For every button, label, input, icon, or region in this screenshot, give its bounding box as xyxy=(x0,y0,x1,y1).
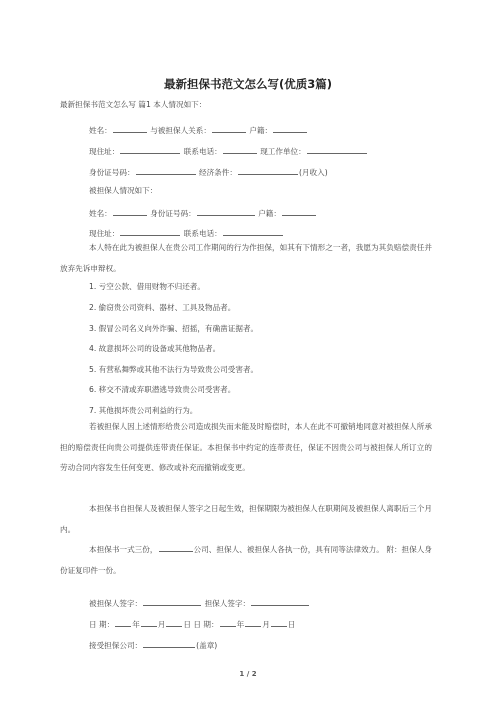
date-label-1: 日 期： xyxy=(89,620,115,629)
guaranteed-sign-label: 被担保人签字： xyxy=(89,599,143,608)
date-row xyxy=(89,618,295,630)
item-5: 5. 有营私舞弊或其他不法行为导致贵公司受害者。 xyxy=(89,365,259,374)
g-id-label: 身份证号码： xyxy=(150,209,196,218)
liability-paragraph: 若被担保人因上述情形给贵公司造成损失而未能及时赔偿时，本人在此不可撤销地同意对被担保人所承担的赔偿责任向贵公司提供连带责任保证。本担保书中约定的连带责任，保证不因贵公司与被担保人所订立的劳动合同内容发生任何变更、修改或补充而撤销或变更。 xyxy=(60,422,432,473)
month-blank-2 xyxy=(245,618,261,627)
g-hukou-blank xyxy=(282,207,316,216)
g-hukou-label: 户籍： xyxy=(258,209,281,218)
company-label: 接受担保公司： xyxy=(89,641,143,650)
validity-paragraph: 本担保书自担保人及被担保人签字之日起生效，担保期限为被担保人在职期间及被担保人离职后三个月内。 xyxy=(60,504,432,534)
copies-text-b: 公司、担保人、被担保人各执一份，具有同等法律效力。 附：担保人身份证复印件一份。 xyxy=(60,545,432,575)
guarantor-sign-label: 担保人签字： xyxy=(204,599,251,608)
relation-label: 与被担保人关系： xyxy=(150,126,211,135)
page-number: 1 / 2 xyxy=(239,670,257,678)
year-blank-1 xyxy=(115,618,131,627)
company-row xyxy=(89,639,217,651)
date-label-2: 日 期： xyxy=(193,620,219,629)
item-6: 6. 移交不清或弃职潜逃导致贵公司受害者。 xyxy=(89,385,236,394)
document-title: 最新担保书范文怎么写(优质3篇) xyxy=(163,77,332,91)
seal-text: (盖章) xyxy=(196,641,218,650)
copies-paragraph xyxy=(60,540,432,581)
guaranteed-sign-blank xyxy=(143,597,201,606)
name-blank xyxy=(113,124,147,133)
day-2: 日 xyxy=(287,620,296,629)
id-label: 身份证号码： xyxy=(89,168,135,177)
item-4: 4. 故意损坏公司的设备或其他物品者。 xyxy=(89,344,221,353)
phone-blank xyxy=(223,145,257,154)
year-1: 年 xyxy=(132,620,140,629)
work-blank xyxy=(307,145,367,154)
g-name-label: 姓名： xyxy=(89,209,112,218)
econ-label: 经济条件： xyxy=(198,168,237,177)
company-name-blank xyxy=(159,543,193,552)
relation-blank xyxy=(212,124,246,133)
guaranteed-heading: 被担保人情况如下： xyxy=(89,186,158,195)
item-2: 2. 偷窃贵公司资料、器材、工具及物品者。 xyxy=(89,303,236,312)
guarantor-row-1 xyxy=(89,124,308,136)
hukou-blank xyxy=(273,124,307,133)
work-label: 现工作单位： xyxy=(260,147,306,156)
day-blank-2 xyxy=(271,618,287,627)
year-blank-2 xyxy=(220,618,236,627)
phone-label: 联系电话： xyxy=(183,147,222,156)
guarantor-row-2 xyxy=(89,145,368,157)
statement-paragraph: 本人特在此为被担保人在贵公司工作期间的行为作担保，如其有下情形之一者，我愿为其负赔偿责任并放弃先诉申辩权。 xyxy=(60,243,432,273)
guarantor-row-3 xyxy=(89,166,328,178)
month-2: 月 xyxy=(262,620,270,629)
address-label: 现住址： xyxy=(89,147,120,156)
econ-blank xyxy=(238,166,298,175)
name-label: 姓名： xyxy=(89,126,112,135)
item-1: 1. 亏空公款、借用财物不归还者。 xyxy=(89,282,205,291)
item-3: 3. 假冒公司名义向外诈骗、招摇，有确凿证据者。 xyxy=(89,324,259,333)
econ-suffix: (月收入) xyxy=(298,168,328,177)
g-address-blank xyxy=(120,227,180,236)
company-blank xyxy=(143,639,195,648)
intro-line: 最新担保书范文怎么写 篇1 本人情况如下： xyxy=(60,100,207,109)
id-blank xyxy=(136,166,196,175)
signature-row xyxy=(89,597,310,609)
g-address-label: 现住址： xyxy=(89,229,120,238)
copies-text-a: 本担保书一式三份， xyxy=(89,545,158,554)
g-phone-blank xyxy=(223,227,283,236)
guaranteed-row-1 xyxy=(89,207,317,219)
g-id-blank xyxy=(197,207,255,216)
month-blank-1 xyxy=(141,618,157,627)
guarantor-sign-blank xyxy=(251,597,309,606)
day-blank-1 xyxy=(166,618,182,627)
address-blank xyxy=(120,145,180,154)
month-1: 月 xyxy=(157,620,166,629)
hukou-label: 户籍： xyxy=(249,126,273,135)
year-2: 年 xyxy=(236,620,245,629)
g-name-blank xyxy=(113,207,147,216)
g-phone-label: 联系电话： xyxy=(183,229,222,238)
day-1: 日 xyxy=(183,620,191,629)
item-7: 7. 其他损坏贵公司利益的行为。 xyxy=(89,406,198,415)
